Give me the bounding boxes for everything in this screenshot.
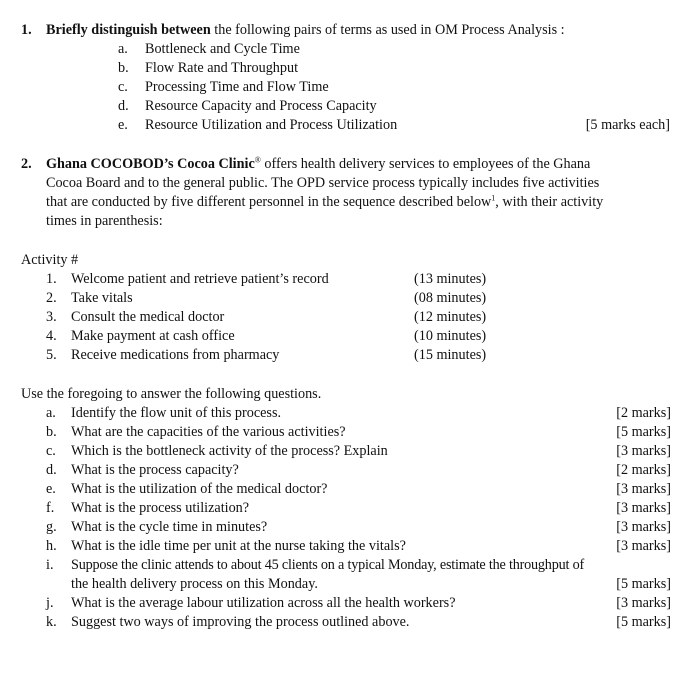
question-letter: a. xyxy=(46,405,56,421)
q1-item-text: Flow Rate and Throughput xyxy=(145,60,299,76)
question-text: What is the idle time per unit at the nurse taking the vitals? xyxy=(71,538,406,554)
question-letter: e. xyxy=(46,481,56,497)
question-letter: d. xyxy=(46,462,57,478)
question-letter: c. xyxy=(46,443,56,459)
question-text: What are the capacities of the various activities? xyxy=(71,424,346,440)
question-text: What is the process capacity? xyxy=(71,462,239,478)
activity-time: (15 minutes) xyxy=(414,347,487,363)
question-letter: h. xyxy=(46,538,57,554)
activity-name: Receive medications from pharmacy xyxy=(71,347,280,363)
q1-item-letter: c. xyxy=(118,79,128,95)
question-marks: [3 marks] xyxy=(616,500,671,516)
question-marks: [5 marks] xyxy=(616,576,671,592)
question-text: Suggest two ways of improving the process outlined above. xyxy=(71,614,410,630)
question-marks: [3 marks] xyxy=(616,443,671,459)
question-letter: i. xyxy=(46,557,54,573)
q1-item-letter: a. xyxy=(118,41,128,57)
question-letter: g. xyxy=(46,519,57,535)
q2-line1-rest: offers health delivery services to employees of the Ghana xyxy=(260,156,591,172)
q1-item-text: Processing Time and Flow Time xyxy=(145,79,329,95)
q2-line3-b: , with their activity xyxy=(495,194,604,210)
activity-name: Take vitals xyxy=(71,290,133,306)
question-text: What is the utilization of the medical doctor? xyxy=(71,481,328,497)
q1-rest: the following pairs of terms as used in OM Process Analysis : xyxy=(210,22,565,38)
question-text: What is the cycle time in minutes? xyxy=(71,519,268,535)
question-text-continued: the health delivery process on this Monday. xyxy=(71,576,318,592)
q1-prompt xyxy=(46,21,565,40)
q2-line3-a: that are conducted by five different personnel in the sequence described below xyxy=(46,194,492,210)
questions-intro: Use the foregoing to answer the following questions. xyxy=(21,386,322,402)
q1-item-text: Resource Utilization and Process Utilization xyxy=(145,117,398,133)
q2-org-name: Ghana COCOBOD’s Cocoa Clinic xyxy=(46,156,255,172)
question-marks: [2 marks] xyxy=(616,462,671,478)
question-letter: j. xyxy=(46,595,54,611)
q2-intro-line2: Cocoa Board and to the general public. The OPD service process typically includes five activities xyxy=(46,175,600,191)
question-letter: b. xyxy=(46,424,57,440)
question-marks: [3 marks] xyxy=(616,481,671,497)
activity-time: (10 minutes) xyxy=(414,328,487,344)
question-text: What is the average labour utilization across all the health workers? xyxy=(71,595,456,611)
activity-header: Activity # xyxy=(21,252,79,268)
q1-marks: [5 marks each] xyxy=(585,117,670,133)
q1-item-letter: b. xyxy=(118,60,129,76)
question-text: Which is the bottleneck activity of the process? Explain xyxy=(71,443,388,459)
q1-item-letter: e. xyxy=(118,117,128,133)
question-text: What is the process utilization? xyxy=(71,500,250,516)
question-marks: [3 marks] xyxy=(616,538,671,554)
activity-time: (12 minutes) xyxy=(414,309,487,325)
q1-item-text: Resource Capacity and Process Capacity xyxy=(145,98,377,114)
q1-item-text: Bottleneck and Cycle Time xyxy=(145,41,300,57)
activity-num: 5. xyxy=(46,347,57,363)
question-marks: [3 marks] xyxy=(616,519,671,535)
activity-time: (13 minutes) xyxy=(414,271,487,287)
question-marks: [2 marks] xyxy=(616,405,671,421)
q1-lead: Briefly distinguish between xyxy=(46,22,211,38)
activity-num: 3. xyxy=(46,309,57,325)
registered-mark: ® xyxy=(254,155,261,165)
q2-intro-line4: times in parenthesis: xyxy=(46,213,163,229)
activity-name: Make payment at cash office xyxy=(71,328,235,344)
question-letter: k. xyxy=(46,614,57,630)
question-text: Identify the flow unit of this process. xyxy=(71,405,282,421)
activity-num: 1. xyxy=(46,271,57,287)
activity-num: 2. xyxy=(46,290,57,306)
q2-intro-line3 xyxy=(46,193,603,212)
question-letter: f. xyxy=(46,500,55,516)
footnote-mark: 1 xyxy=(491,193,496,203)
activity-time: (08 minutes) xyxy=(414,290,487,306)
q1-number: 1. xyxy=(21,22,32,38)
activity-name: Welcome patient and retrieve patient’s record xyxy=(71,271,329,287)
question-marks: [5 marks] xyxy=(616,614,671,630)
question-marks: [3 marks] xyxy=(616,595,671,611)
activity-num: 4. xyxy=(46,328,57,344)
question-marks: [5 marks] xyxy=(616,424,671,440)
q1-item-letter: d. xyxy=(118,98,129,114)
question-text: Suppose the clinic attends to about 45 clients on a typical Monday, estimate the throughput of xyxy=(71,557,584,573)
q2-number: 2. xyxy=(21,156,32,172)
activity-name: Consult the medical doctor xyxy=(71,309,225,325)
q2-intro-line1 xyxy=(46,155,590,174)
